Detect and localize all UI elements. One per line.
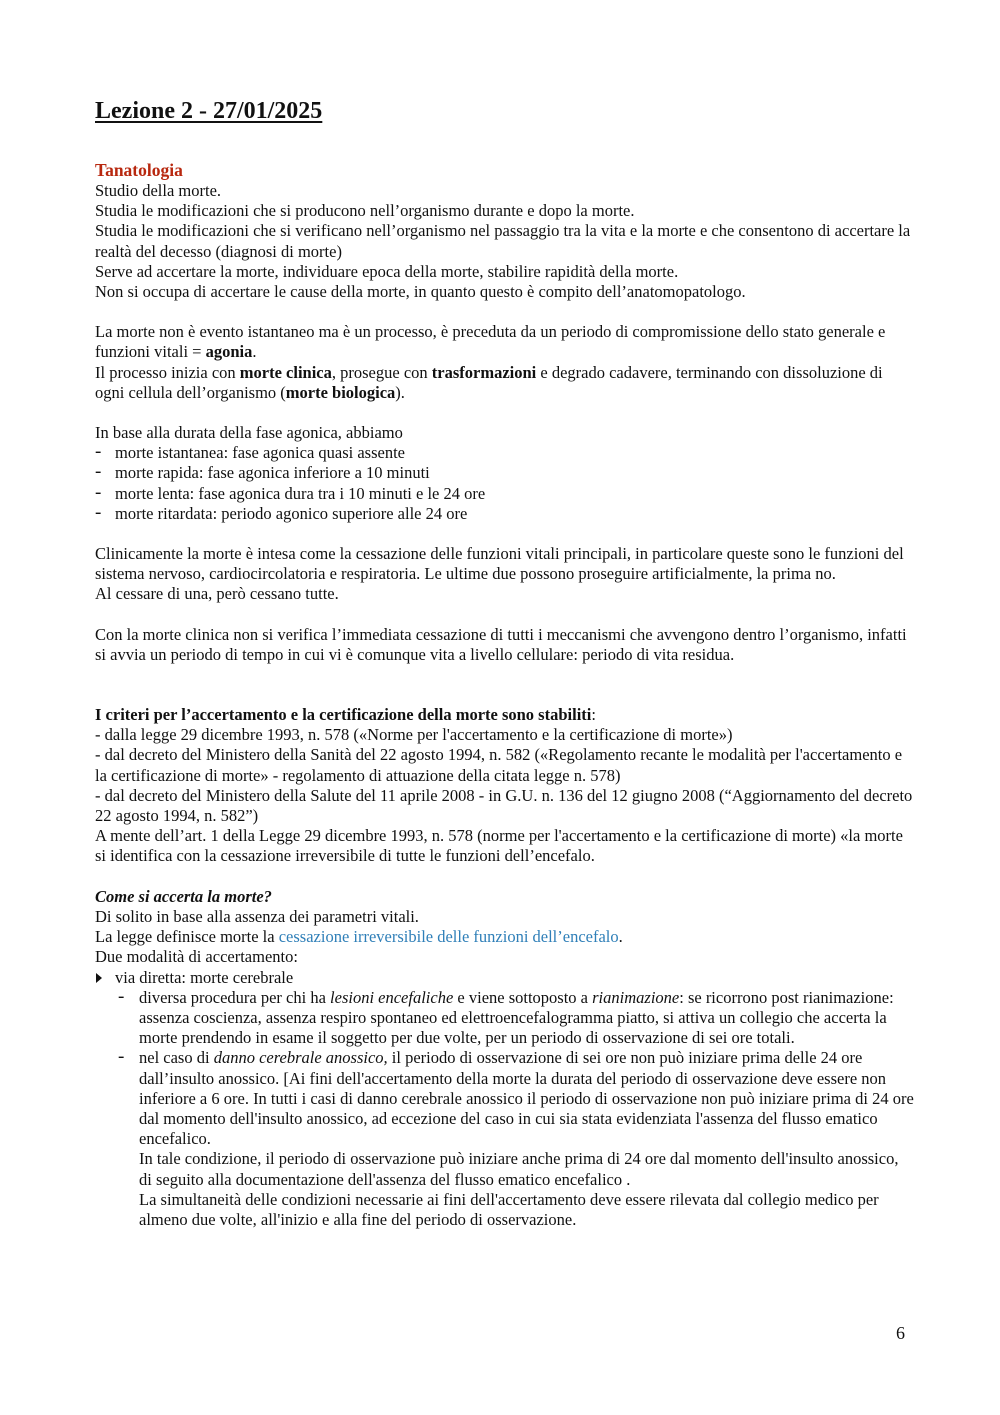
text-span: In tale condizione, il periodo di osservazione può iniziare anche prima di 24 ore dal momento dell'insulto anossico, di seguito alla documentazione dell'assenza del flusso ematico encefalico .	[139, 1149, 899, 1189]
intro-line-1: Studio della morte.	[95, 181, 222, 200]
text-span: e degrado cadavere, terminando con dissoluzione di ogni cellula dell’organismo (	[95, 362, 883, 402]
intro-line-3: Studia le modificazioni che si verificano nell’organismo nel passaggio tra la vita e la morte e che consentono di accertare la realtà del decesso (diagnosi di morte)	[95, 221, 911, 261]
list-item	[139, 988, 915, 1049]
page-content	[95, 96, 915, 1230]
morte-biologica-term: morte biologica	[285, 382, 396, 402]
direct-way-item	[95, 968, 915, 988]
text-span: ).	[395, 382, 405, 402]
encefalo-highlight: cessazione irreversibile delle funzioni dell’encefalo	[278, 927, 619, 947]
process-paragraph-2	[95, 363, 915, 403]
how-line-1: Di solito in base alla assenza dei parametri vitali.	[95, 906, 419, 926]
process-paragraph-1	[95, 322, 915, 362]
page-title: Lezione 2 - 27/01/2025	[95, 98, 323, 124]
trasformazioni-term: trasformazioni	[431, 362, 537, 382]
intro-line-4: Serve ad accertare la morte, individuare epoca della morte, stabilire rapidità della morte.	[95, 261, 679, 281]
text-span: nel caso di	[139, 1048, 214, 1068]
page-number: 6	[896, 1323, 905, 1343]
criteria-line: - dalla legge 29 dicembre 1993, n. 578 («Norme per l'accertamento e la certificazione di morte»)	[95, 725, 733, 745]
text-span: .	[252, 342, 257, 362]
triangle-bullet-icon	[96, 973, 102, 983]
list-item: - morte rapida: fase agonica inferiore a 10 minuti	[95, 463, 915, 483]
text-span: .	[618, 927, 623, 947]
list-item	[139, 1048, 915, 1230]
text-span: : se ricorrono post rianimazione: assenza coscienza, assenza respiro spontaneo ed elettroencefalogramma piatto, si attiva un collegio che accerta la morte prendendo in esame il soggetto per due volte, per un periodo di osservazione di sei ore totali.	[139, 987, 894, 1048]
italic-term: rianimazione	[592, 987, 680, 1007]
section-title: Tanatologia	[95, 160, 183, 180]
agonia-term: agonia	[205, 342, 253, 362]
list-item: - morte ritardata: periodo agonico superiore alle 24 ore	[95, 504, 915, 524]
clinical-paragraph-2: Al cessare di una, però cessano tutte.	[95, 584, 339, 604]
list-item: - morte istantanea: fase agonica quasi assente	[95, 443, 915, 463]
text-span: La simultaneità delle condizioni necessarie ai fini dell'accertamento deve essere rilevata dal collegio medico per almeno due volte, all'inizio e alla fine del periodo di osservazione.	[139, 1189, 879, 1229]
intro-line-2: Studia le modificazioni che si producono nell’organismo durante e dopo la morte.	[95, 201, 635, 221]
text-span: diversa procedura per chi ha	[139, 987, 331, 1007]
list-item: - morte lenta: fase agonica dura tra i 10 minuti e le 24 ore	[95, 484, 915, 504]
clinical-paragraph-1: Clinicamente la morte è intesa come la cessazione delle funzioni vitali principali, in particolare queste sono le funzioni del sistema nervoso, cardiocircolatoria e respiratoria. Le ultime due possono proseguire artificialmente, la prima no.	[95, 544, 904, 584]
italic-term: danno cerebrale anossico,	[213, 1048, 388, 1068]
intro-line-5: Non si occupa di accertare le cause della morte, in quanto questo è compito dell’anatomopatologo.	[95, 282, 746, 302]
criteria-heading-text: I criteri per l’accertamento e la certificazione della morte sono stabiliti	[95, 705, 592, 725]
italic-term: lesioni encefaliche	[330, 987, 454, 1007]
text-span: , prosegue con	[331, 362, 432, 382]
direct-way-label: via diretta: morte cerebrale	[115, 967, 294, 987]
agonic-intro: In base alla durata della fase agonica, abbiamo	[95, 423, 403, 443]
criteria-heading	[95, 705, 915, 725]
how-line-3: Due modalità di accertamento:	[95, 947, 298, 967]
how-heading: Come si accerta la morte?	[95, 886, 272, 906]
agonic-list	[95, 443, 915, 524]
text-span: e viene sottoposto a	[453, 987, 593, 1007]
text-span: Il processo inizia con	[95, 362, 240, 382]
text-span: :	[591, 705, 596, 725]
text-span: La legge definisce morte la	[95, 927, 279, 947]
how-line-2	[95, 927, 915, 947]
text-span: il periodo di osservazione di sei ore non può iniziare prima delle 24 ore dall’insulto anossico. [Ai fini dell'accertamento della morte la durata del periodo di osservazione deve essere non inferiore a 6 ore. In tutti i casi di danno cerebrale anossico il periodo di osservazione non può iniziare prima di 24 ore dal momento dell'insulto anossico, ad eccezione del caso in cui sia stata evidenziata l'assenza del flusso ematico encefalico.	[139, 1048, 914, 1149]
criteria-line: A mente dell’art. 1 della Legge 29 dicembre 1993, n. 578 (norme per l'accertamento e la certificazione di morte) «la morte si identifica con la cessazione irreversibile di tutte le funzioni dell’encefalo.	[95, 826, 903, 866]
criteria-line: - dal decreto del Ministero della Salute del 11 aprile 2008 - in G.U. n. 136 del 12 giugno 2008 (“Aggiornamento del decreto 22 agosto 1994, n. 582”)	[95, 785, 913, 826]
clinical-paragraph-3: Con la morte clinica non si verifica l’immediata cessazione di tutti i meccanismi che avvengono dentro l’organismo, infatti si avvia un periodo di tempo in cui vi è comunque vita a livello cellulare: periodo di vita residua.	[95, 624, 907, 664]
morte-clinica-term: morte clinica	[239, 362, 332, 382]
direct-way-sublist	[95, 988, 915, 1230]
text-span: La morte non è evento istantaneo ma è un processo, è preceduta da un periodo di compromissione dello stato generale e funzioni vitali =	[95, 322, 886, 362]
criteria-line: - dal decreto del Ministero della Sanità del 22 agosto 1994, n. 582 («Regolamento recante le modalità per l'accertamento e la certificazione di morte» - regolamento di attuazione della citata legge n. 578)	[95, 745, 903, 785]
